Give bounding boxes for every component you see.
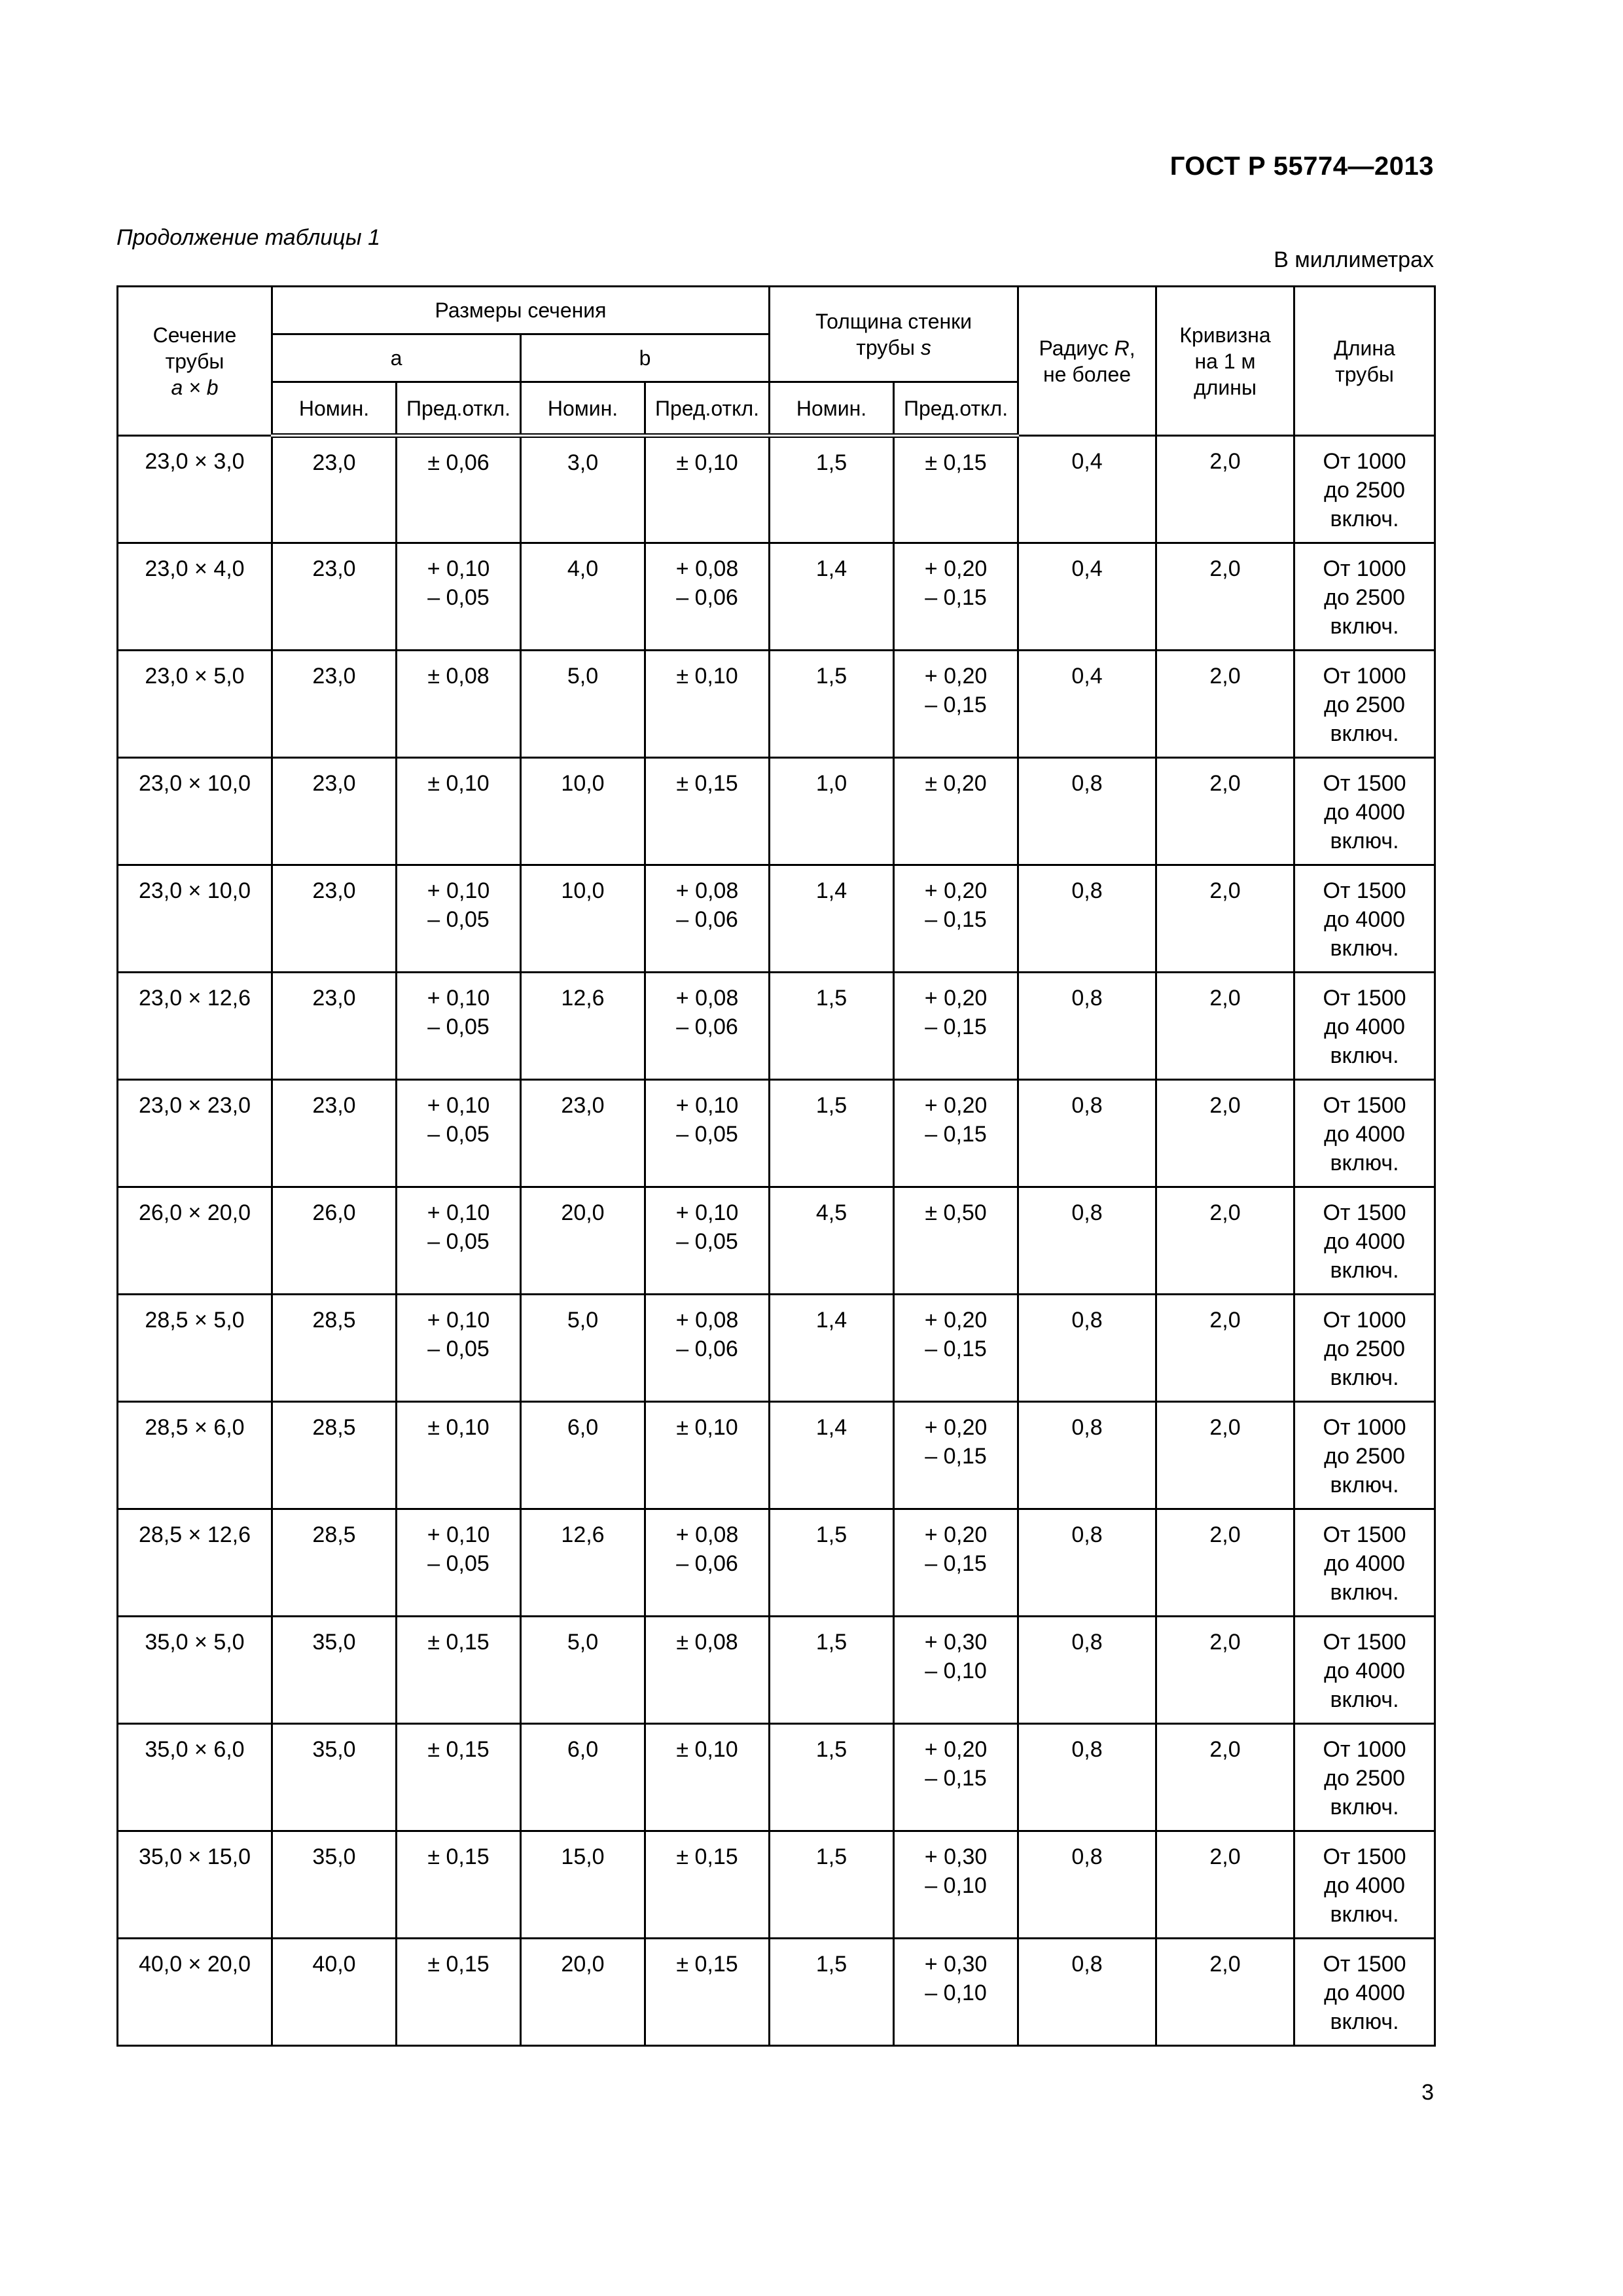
cell-a-deviation: + 0,10 – 0,05	[397, 973, 521, 1080]
table-row	[118, 1724, 1435, 1831]
cell-radius: 0,4	[1018, 543, 1156, 651]
cell-b-deviation: ± 0,15	[645, 1939, 770, 2046]
col-header-s-deviation: Пред.откл.	[894, 382, 1018, 436]
cell-length: От 1500 до 4000 включ.	[1294, 1080, 1435, 1187]
cell-s-nominal: 1,5	[770, 1509, 894, 1617]
table-row	[118, 1295, 1435, 1402]
cell-b-deviation: + 0,08 – 0,06	[645, 973, 770, 1080]
table-row	[118, 543, 1435, 651]
cell-a-deviation: ± 0,15	[397, 1939, 521, 2046]
cell-section: 40,0 × 20,0	[118, 1939, 272, 2046]
cell-b-deviation: ± 0,15	[645, 1831, 770, 1939]
col-header-section-sizes: Размеры сечения	[272, 287, 770, 334]
cell-b-nominal: 12,6	[521, 973, 645, 1080]
cell-s-deviation: + 0,20 – 0,15	[894, 1402, 1018, 1509]
cell-length: От 1500 до 4000 включ.	[1294, 973, 1435, 1080]
cell-s-nominal: 4,5	[770, 1187, 894, 1295]
cell-s-nominal: 1,5	[770, 1617, 894, 1724]
cell-a-nominal: 35,0	[272, 1831, 397, 1939]
cell-a-deviation: ± 0,08	[397, 651, 521, 758]
cell-radius: 0,8	[1018, 1724, 1156, 1831]
cell-section: 23,0 × 23,0	[118, 1080, 272, 1187]
cell-s-deviation: + 0,20 – 0,15	[894, 1724, 1018, 1831]
cell-s-deviation: + 0,30 – 0,10	[894, 1617, 1018, 1724]
cell-length: От 1000 до 2500 включ.	[1294, 1724, 1435, 1831]
cell-a-deviation: + 0,10 – 0,05	[397, 1295, 521, 1402]
cell-s-deviation: ± 0,15	[894, 436, 1018, 543]
cell-s-nominal: 1,5	[770, 1831, 894, 1939]
cell-radius: 0,8	[1018, 1080, 1156, 1187]
cell-radius: 0,8	[1018, 1617, 1156, 1724]
cell-a-deviation: + 0,10 – 0,05	[397, 1187, 521, 1295]
col-header-b-nominal: Номин.	[521, 382, 645, 436]
cell-section: 23,0 × 10,0	[118, 865, 272, 973]
table-row	[118, 1080, 1435, 1187]
cell-curvature: 2,0	[1156, 1187, 1294, 1295]
cell-b-deviation: + 0,08 – 0,06	[645, 1509, 770, 1617]
cell-section: 26,0 × 20,0	[118, 1187, 272, 1295]
cell-a-nominal: 40,0	[272, 1939, 397, 2046]
col-header-radius: Радиус R, не более	[1018, 287, 1156, 436]
col-header-s-nominal: Номин.	[770, 382, 894, 436]
cell-s-deviation: + 0,20 – 0,15	[894, 973, 1018, 1080]
cell-b-deviation: + 0,08 – 0,06	[645, 543, 770, 651]
table-row	[118, 1187, 1435, 1295]
cell-b-deviation: ± 0,15	[645, 758, 770, 865]
cell-section: 23,0 × 3,0	[118, 436, 272, 543]
cell-b-deviation: ± 0,10	[645, 436, 770, 543]
cell-b-deviation: + 0,08 – 0,06	[645, 1295, 770, 1402]
page-number: 3	[1421, 2080, 1434, 2105]
cell-b-deviation: + 0,08 – 0,06	[645, 865, 770, 973]
cell-s-nominal: 1,5	[770, 1080, 894, 1187]
cell-radius: 0,8	[1018, 1187, 1156, 1295]
col-header-length: Длина трубы	[1294, 287, 1435, 436]
col-header-section: Сечение трубы a × b	[118, 287, 272, 436]
cell-s-nominal: 1,0	[770, 758, 894, 865]
cell-b-deviation: ± 0,10	[645, 1402, 770, 1509]
cell-b-nominal: 10,0	[521, 758, 645, 865]
cell-a-deviation: ± 0,06	[397, 436, 521, 543]
col-header-b-deviation: Пред.откл.	[645, 382, 770, 436]
cell-section: 23,0 × 5,0	[118, 651, 272, 758]
cell-s-nominal: 1,4	[770, 1402, 894, 1509]
cell-curvature: 2,0	[1156, 1509, 1294, 1617]
table-row	[118, 1402, 1435, 1509]
cell-section: 35,0 × 15,0	[118, 1831, 272, 1939]
cell-b-nominal: 3,0	[521, 436, 645, 543]
cell-radius: 0,8	[1018, 973, 1156, 1080]
cell-section: 28,5 × 5,0	[118, 1295, 272, 1402]
cell-curvature: 2,0	[1156, 1939, 1294, 2046]
units-note: В миллиметрах	[1274, 247, 1434, 272]
cell-a-nominal: 23,0	[272, 651, 397, 758]
cell-b-nominal: 5,0	[521, 1295, 645, 1402]
table-row	[118, 1939, 1435, 2046]
cell-curvature: 2,0	[1156, 865, 1294, 973]
cell-curvature: 2,0	[1156, 758, 1294, 865]
cell-b-nominal: 15,0	[521, 1831, 645, 1939]
pipe-dimensions-table	[116, 285, 1436, 2047]
cell-b-deviation: ± 0,10	[645, 651, 770, 758]
cell-s-deviation: + 0,20 – 0,15	[894, 1295, 1018, 1402]
table-continuation-caption: Продолжение таблицы 1	[116, 225, 380, 250]
table-row	[118, 758, 1435, 865]
cell-s-deviation: + 0,30 – 0,10	[894, 1939, 1018, 2046]
cell-a-deviation: ± 0,15	[397, 1831, 521, 1939]
cell-section: 23,0 × 10,0	[118, 758, 272, 865]
cell-b-nominal: 4,0	[521, 543, 645, 651]
col-header-wall-thickness: Толщина стенки трубы s	[770, 287, 1018, 382]
cell-s-nominal: 1,4	[770, 1295, 894, 1402]
cell-curvature: 2,0	[1156, 1295, 1294, 1402]
cell-b-nominal: 6,0	[521, 1724, 645, 1831]
cell-curvature: 2,0	[1156, 1831, 1294, 1939]
cell-a-nominal: 23,0	[272, 865, 397, 973]
cell-b-deviation: ± 0,08	[645, 1617, 770, 1724]
cell-s-deviation: + 0,30 – 0,10	[894, 1831, 1018, 1939]
cell-length: От 1000 до 2500 включ.	[1294, 651, 1435, 758]
cell-b-deviation: + 0,10 – 0,05	[645, 1187, 770, 1295]
cell-a-deviation: + 0,10 – 0,05	[397, 1509, 521, 1617]
cell-a-nominal: 23,0	[272, 758, 397, 865]
cell-s-deviation: + 0,20 – 0,15	[894, 543, 1018, 651]
cell-a-deviation: + 0,10 – 0,05	[397, 865, 521, 973]
cell-curvature: 2,0	[1156, 1617, 1294, 1724]
cell-a-nominal: 23,0	[272, 436, 397, 543]
cell-a-nominal: 28,5	[272, 1402, 397, 1509]
cell-length: От 1500 до 4000 включ.	[1294, 758, 1435, 865]
cell-radius: 0,8	[1018, 1509, 1156, 1617]
cell-section: 23,0 × 4,0	[118, 543, 272, 651]
cell-length: От 1500 до 4000 включ.	[1294, 1509, 1435, 1617]
cell-b-nominal: 20,0	[521, 1187, 645, 1295]
table-row	[118, 865, 1435, 973]
cell-s-nominal: 1,5	[770, 651, 894, 758]
cell-b-nominal: 6,0	[521, 1402, 645, 1509]
table-row	[118, 1831, 1435, 1939]
cell-b-nominal: 20,0	[521, 1939, 645, 2046]
cell-radius: 0,4	[1018, 436, 1156, 543]
cell-radius: 0,8	[1018, 865, 1156, 973]
cell-s-deviation: + 0,20 – 0,15	[894, 1080, 1018, 1187]
cell-a-deviation: ± 0,10	[397, 1402, 521, 1509]
cell-b-deviation: ± 0,10	[645, 1724, 770, 1831]
cell-b-nominal: 5,0	[521, 1617, 645, 1724]
cell-curvature: 2,0	[1156, 1402, 1294, 1509]
cell-radius: 0,8	[1018, 1939, 1156, 2046]
cell-b-nominal: 10,0	[521, 865, 645, 973]
table-row	[118, 1509, 1435, 1617]
cell-curvature: 2,0	[1156, 1724, 1294, 1831]
cell-s-nominal: 1,5	[770, 1939, 894, 2046]
cell-length: От 1000 до 2500 включ.	[1294, 1402, 1435, 1509]
cell-b-nominal: 23,0	[521, 1080, 645, 1187]
cell-b-nominal: 12,6	[521, 1509, 645, 1617]
cell-radius: 0,8	[1018, 758, 1156, 865]
cell-a-deviation: + 0,10 – 0,05	[397, 543, 521, 651]
cell-length: От 1500 до 4000 включ.	[1294, 1831, 1435, 1939]
table-row	[118, 1617, 1435, 1724]
col-header-a: a	[272, 334, 521, 382]
cell-s-deviation: ± 0,20	[894, 758, 1018, 865]
cell-radius: 0,8	[1018, 1295, 1156, 1402]
cell-s-nominal: 1,4	[770, 865, 894, 973]
table-row	[118, 973, 1435, 1080]
table-row	[118, 651, 1435, 758]
col-header-b: b	[521, 334, 770, 382]
cell-radius: 0,8	[1018, 1831, 1156, 1939]
cell-length: От 1500 до 4000 включ.	[1294, 1939, 1435, 2046]
cell-curvature: 2,0	[1156, 436, 1294, 543]
cell-curvature: 2,0	[1156, 1080, 1294, 1187]
cell-a-nominal: 28,5	[272, 1295, 397, 1402]
cell-b-nominal: 5,0	[521, 651, 645, 758]
cell-radius: 0,4	[1018, 651, 1156, 758]
cell-curvature: 2,0	[1156, 973, 1294, 1080]
cell-s-deviation: + 0,20 – 0,15	[894, 651, 1018, 758]
cell-length: От 1500 до 4000 включ.	[1294, 1187, 1435, 1295]
cell-length: От 1000 до 2500 включ.	[1294, 543, 1435, 651]
cell-section: 23,0 × 12,6	[118, 973, 272, 1080]
cell-length: От 1000 до 2500 включ.	[1294, 436, 1435, 543]
cell-section: 35,0 × 5,0	[118, 1617, 272, 1724]
cell-s-nominal: 1,5	[770, 1724, 894, 1831]
cell-a-nominal: 23,0	[272, 543, 397, 651]
col-header-curvature: Кривизна на 1 м длины	[1156, 287, 1294, 436]
cell-a-nominal: 23,0	[272, 973, 397, 1080]
cell-length: От 1000 до 2500 включ.	[1294, 1295, 1435, 1402]
cell-a-deviation: ± 0,15	[397, 1617, 521, 1724]
cell-s-deviation: ± 0,50	[894, 1187, 1018, 1295]
cell-s-nominal: 1,5	[770, 436, 894, 543]
cell-curvature: 2,0	[1156, 543, 1294, 651]
cell-a-nominal: 26,0	[272, 1187, 397, 1295]
cell-length: От 1500 до 4000 включ.	[1294, 1617, 1435, 1724]
cell-section: 28,5 × 6,0	[118, 1402, 272, 1509]
cell-s-nominal: 1,4	[770, 543, 894, 651]
cell-radius: 0,8	[1018, 1402, 1156, 1509]
document-code: ГОСТ Р 55774—2013	[1169, 152, 1434, 181]
cell-s-nominal: 1,5	[770, 973, 894, 1080]
cell-section: 28,5 × 12,6	[118, 1509, 272, 1617]
cell-a-deviation: + 0,10 – 0,05	[397, 1080, 521, 1187]
cell-curvature: 2,0	[1156, 651, 1294, 758]
cell-a-nominal: 35,0	[272, 1617, 397, 1724]
cell-a-nominal: 28,5	[272, 1509, 397, 1617]
cell-section: 35,0 × 6,0	[118, 1724, 272, 1831]
col-header-a-nominal: Номин.	[272, 382, 397, 436]
cell-a-nominal: 23,0	[272, 1080, 397, 1187]
col-header-a-deviation: Пред.откл.	[397, 382, 521, 436]
cell-s-deviation: + 0,20 – 0,15	[894, 865, 1018, 973]
table-row	[118, 436, 1435, 543]
cell-b-deviation: + 0,10 – 0,05	[645, 1080, 770, 1187]
cell-a-deviation: ± 0,15	[397, 1724, 521, 1831]
cell-a-deviation: ± 0,10	[397, 758, 521, 865]
cell-s-deviation: + 0,20 – 0,15	[894, 1509, 1018, 1617]
cell-length: От 1500 до 4000 включ.	[1294, 865, 1435, 973]
cell-a-nominal: 35,0	[272, 1724, 397, 1831]
